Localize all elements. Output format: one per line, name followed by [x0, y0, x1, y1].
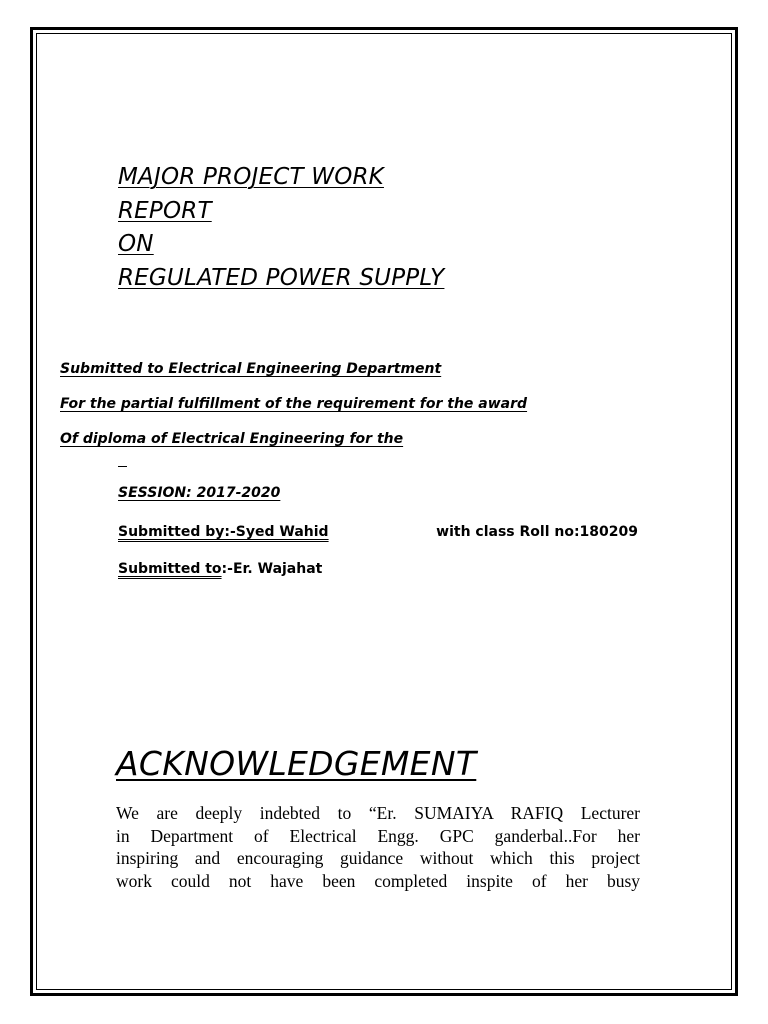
submitted-to-name: :-Er. Wajahat	[221, 561, 323, 577]
title-line-project-name: REGULATED POWER SUPPLY	[118, 265, 445, 291]
acknowledgement-line: We are deeply indebted to “Er. SUMAIYA RAFIQ Lecturer	[116, 803, 640, 823]
submitted-by-row	[118, 524, 638, 540]
title-line-report: REPORT	[118, 198, 212, 224]
title-line-on: ON	[118, 231, 154, 257]
acknowledgement-heading: ACKNOWLEDGEMENT	[116, 744, 477, 783]
submitted-department-line: Submitted to Electrical Engineering Department	[60, 361, 442, 377]
acknowledgement-line: inspiring and encouraging guidance without which this project	[116, 848, 640, 868]
submitted-to-label: Submitted to	[118, 561, 222, 577]
acknowledgement-line: in Department of Electrical Engg. GPC ganderbal..For her	[116, 825, 640, 846]
diploma-line: Of diploma of Electrical Engineering for the	[60, 431, 404, 447]
session-line: SESSION: 2017-2020	[118, 485, 281, 501]
partial-fulfillment-line: For the partial fulfillment of the requirement for the award	[60, 396, 528, 412]
roll-number-text: with class Roll no:180209	[436, 524, 638, 540]
submitted-to-row	[118, 561, 322, 577]
title-line-major-project: MAJOR PROJECT WORK	[118, 164, 384, 190]
submitted-by-label: Submitted by:-Syed Wahid	[118, 524, 329, 540]
stray-underline-mark	[118, 466, 127, 467]
acknowledgement-paragraph	[116, 802, 640, 892]
acknowledgement-line: work could not have been completed inspite of her busy	[116, 870, 640, 891]
